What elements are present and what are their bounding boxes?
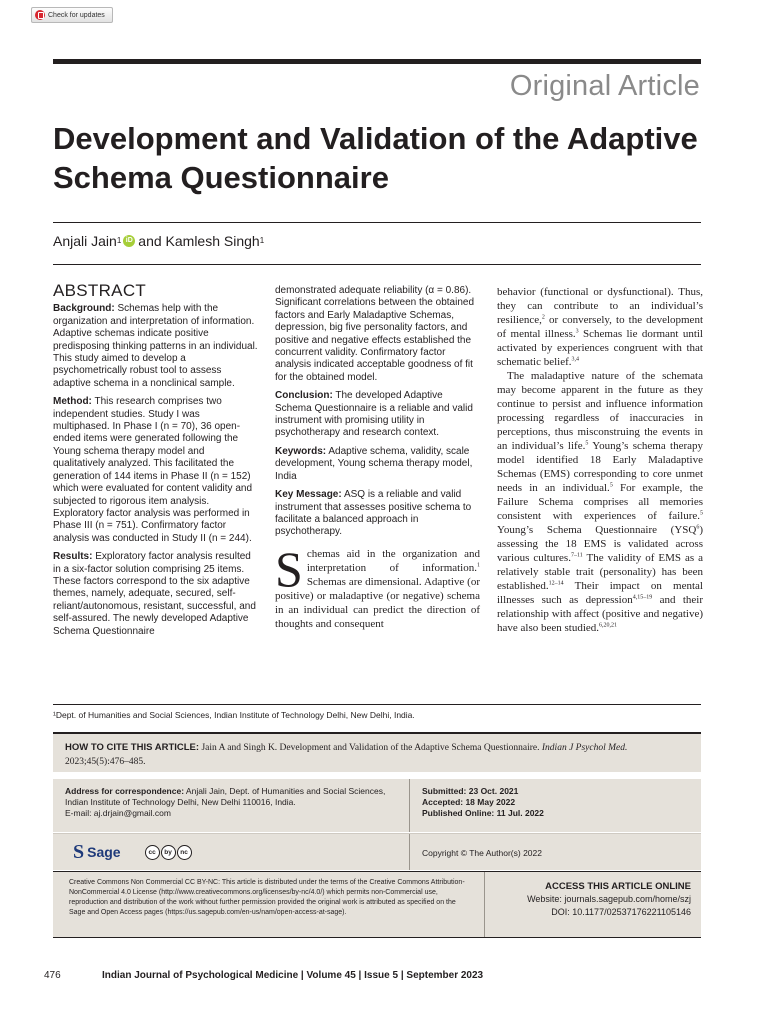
citation-journal: Indian J Psychol Med. [541, 743, 628, 753]
article-dates [410, 779, 701, 832]
article-title: Development and Validation of the Adaptive Schema Questionnaire [53, 121, 698, 195]
top-rule [53, 59, 701, 64]
citation-box [53, 732, 701, 772]
abstract-heading: ABSTRACT [53, 281, 147, 300]
publisher-logos [53, 834, 410, 870]
body-paragraph-1: Schemas aid in the organization and interpretation of information.$^1$ Schemas are dimensional. Adaptive (or positive) or maladaptive (or negative) schema in an individual can predict the direction of thoughts and consequent [275, 540, 480, 630]
abstract-column-2 [275, 285, 480, 631]
authors-rule [53, 264, 701, 265]
citation-label: HOW TO CITE THIS ARTICLE: [65, 742, 200, 753]
date-submitted: Submitted: 23 Oct. 2021 [422, 786, 519, 796]
by-icon: by [161, 845, 176, 860]
sage-s-icon: S [73, 840, 85, 863]
check-updates-label: Check for updates [48, 11, 105, 19]
article-type: Original Article [509, 70, 700, 102]
access-heading: ACCESS THIS ARTICLE ONLINE [545, 881, 691, 892]
license-row [53, 871, 701, 937]
abstract-key-message: Key Message: ASQ is a reliable and valid instrument that assesses positive schema to facilitate a balanced approach in psychotherapy. [275, 489, 472, 538]
check-updates-icon [35, 10, 45, 20]
drop-cap: S [275, 540, 303, 597]
body-paragraph-1-cont: behavior (functional or dysfunctional). Thus, they can contribute to an individual’s resilience,$^2$ or conversely, to the development of mental illness.$^3$ Schemas lie dormant until activated by experiences congruent with that schematic belief.$^{3,4}$ [497, 286, 703, 368]
access-website[interactable]: Website: journals.sagepub.com/home/szj [527, 894, 691, 904]
abstract-results-cont: demonstrated adequate reliability (α = 0.86). Significant correlations between the obtained factors and Early Maladaptive Schemas, depression, big five personality factors, and positive and negative effects established the concurrent validity. Confirmatory factor analysis indicated acceptable goodness of fit for the obtained model. [275, 285, 475, 383]
citation-text: Jain A and Singh K. Development and Validation of the Adaptive Schema Questionnaire. [199, 743, 542, 753]
bottom-rule [53, 937, 701, 938]
abstract-keywords: Keywords: Adaptive schema, validity, scale development, Young schema therapy model, India [275, 445, 473, 482]
date-published: Published Online: 11 Jul. 2022 [422, 808, 544, 818]
abstract-method: Method: This research comprises two independent studies. Study I was multiphased. In Phase I (n = 70), 36 open-ended items were generated following the Young schema therapy model and qualitatively analyzed. This facilitated the generation of 144 items in Phase II (n = 152) which were evaluated for content validity and subjected to rigorous item analysis. Exploratory factor analysis was performed in Phase III (n = 751). Confirmatory factor analysis was conducted in Study II (n = 244). [53, 396, 253, 544]
author-line: Anjali Jain 1 iD and Kamlesh Singh 1 [53, 233, 265, 249]
body-column-3 [497, 285, 703, 635]
date-accepted: Accepted: 18 May 2022 [422, 797, 516, 807]
author-2: and Kamlesh Singh [138, 233, 260, 249]
nc-icon: nc [177, 845, 192, 860]
correspondence: Address for correspondence: Anjali Jain, Dept. of Humanities and Social Sciences, Indian Institute of Technology Delhi, New Delhi 110016, India. E-mail: aj.drjain@gmail.com [53, 779, 410, 832]
copyright: Copyright © The Author(s) 2022 [422, 848, 542, 858]
abstract-column-1 [53, 281, 258, 644]
affiliation: ¹Dept. of Humanities and Social Sciences, Indian Institute of Technology Delhi, New Delhi, India. [53, 710, 415, 720]
affiliation-rule [53, 704, 701, 705]
orcid-icon[interactable]: iD [123, 235, 135, 247]
sage-logo: S Sage [73, 840, 121, 863]
abstract-background: Background: Schemas help with the organization and interpretation of information. Adaptive schemas indicate positive predisposing thinking patterns in an individual. This study aimed to develop a psychometrically robust tool to assess adaptive schema in a nonclinical sample. [53, 303, 258, 389]
publisher-row [53, 833, 701, 870]
title-rule [53, 222, 701, 223]
body-paragraph-2: The maladaptive nature of the schemata may become apparent in the future as they continue to persist and influence information processing regardless of inaccuracies in perceptions, thus misconstruing the events in an individual’s life.$^5$ Young’s schema therapy model identified 18 Early Maladaptive Schemas (EMS) corresponding to core unmet needs in an individual.$^5$ For example, the Failure Schema comprises all memories consistent with experiences of failure.$^5$ Young’s Schema Questionnaire (YSQ$^6$) assessing the 18 EMS is validated across various cultures.$^{7-11}$ The validity of EMS as a relatively stable trait (personality) has been established.$^{12-14}$ Their impact on mental illnesses such as depression$^{4,15-19}$ and their relationship with affect (positive and negative) have also been studied.$^{6,20,21}$ [497, 370, 704, 634]
cc-license-badge [145, 845, 193, 860]
access-online [485, 872, 701, 937]
page-number: 476 [44, 970, 61, 981]
check-for-updates-button[interactable] [31, 7, 113, 23]
access-doi[interactable]: DOI: 10.1177/02537176221105146 [551, 907, 691, 917]
journal-footer: Indian Journal of Psychological Medicine | Volume 45 | Issue 5 | September 2023 [102, 970, 484, 981]
citation-ref: 2023;45(5):476–485. [65, 757, 146, 767]
correspondence-email[interactable]: E-mail: aj.drjain@gmail.com [65, 808, 171, 818]
abstract-results: Results: Exploratory factor analysis resulted in a six-factor solution comprising 25 items. These factors correspond to the six adaptive themes, namely, adequate, secured, self-reliant/autonomous, resistant, successful, and self-assured. The newly developed Adaptive Schema Questionnaire [53, 551, 256, 637]
cc-icon: cc [145, 845, 160, 860]
license-text: Creative Commons Non Commercial CC BY-NC: This article is distributed under the terms of the Creative Commons Attribution- NonCommercial 4.0 License (http://www.creativecommons.org/licenses/by-nc/4.0/) which permits non-Commercial use, reproduction and distribution of the work without further permission provided the original work is attributed as specified on the Sage and Open Access pages (https://us.sagepub.com/en-us/nam/open-access-at-sage). [53, 872, 485, 937]
abstract-conclusion: Conclusion: The developed Adaptive Schema Questionnaire is a reliable and valid instrument with promising utility in psychotherapy and research context. [275, 390, 473, 439]
correspondence-row [53, 779, 701, 832]
author-1: Anjali Jain [53, 233, 117, 249]
